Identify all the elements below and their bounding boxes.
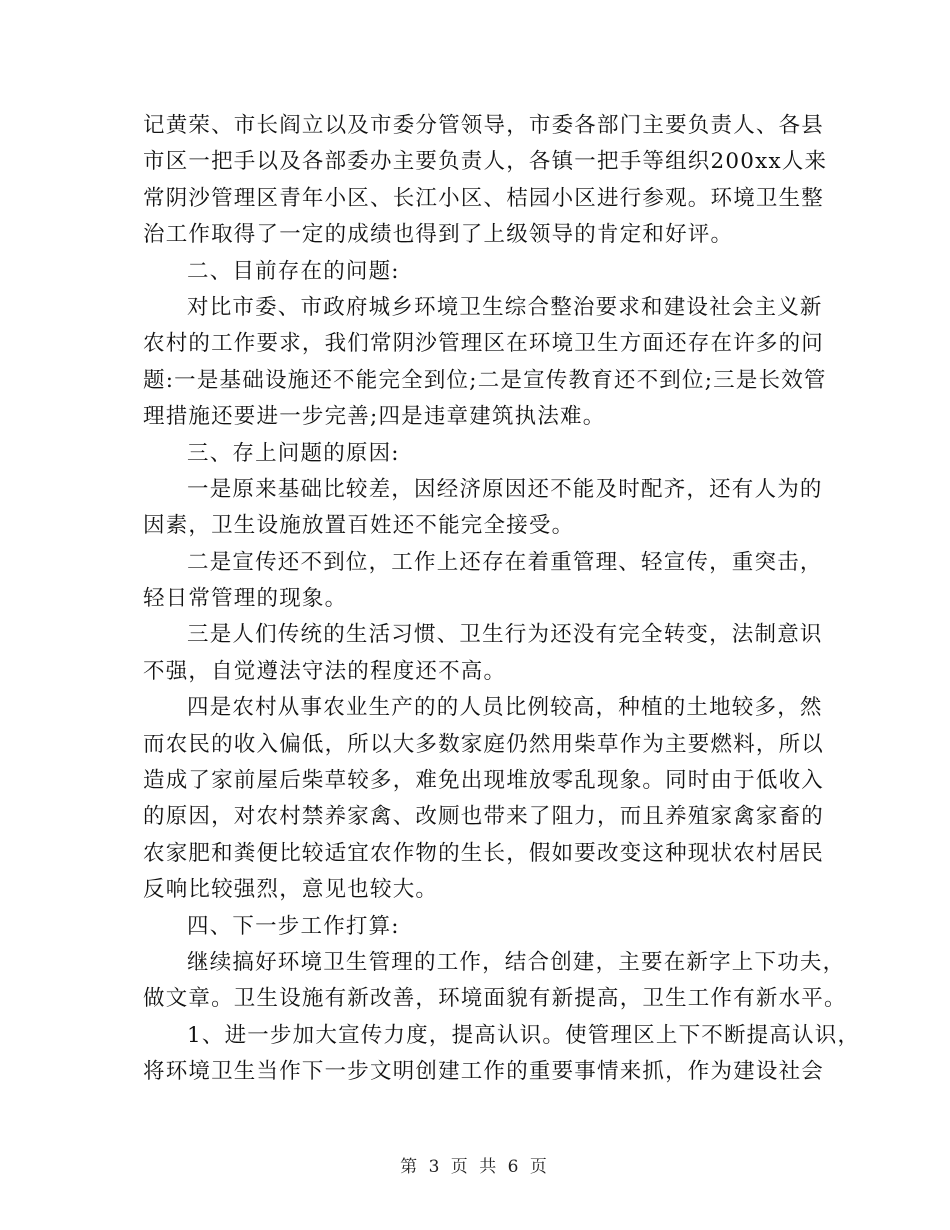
text-line: 因素，卫生设施放置百姓还不能完全接受。 <box>143 513 575 539</box>
text-line: 继续搞好环境卫生管理的工作，结合创建，主要在新字上下功夫， <box>187 949 846 975</box>
text-line: 不强，自觉遵法守法的程度还不高。 <box>143 658 507 684</box>
text-line: 轻日常管理的现象。 <box>143 586 348 612</box>
text-line: 治工作取得了一定的成绩也得到了上级领导的肯定和好评。 <box>143 222 734 248</box>
text-line: 对比市委、市政府城乡环境卫生综合整治要求和建设社会主义新 <box>187 294 823 320</box>
text-line: 二、目前存在的问题: <box>187 258 400 284</box>
page-number-footer: 第 3 页 共 6 页 <box>400 1157 550 1177</box>
text-line: 将环境卫生当作下一步文明创建工作的重要事情来抓，作为建设社会 <box>143 1059 825 1085</box>
text-line: 四是农村从事农业生产的的人员比例较高，种植的土地较多，然 <box>187 695 823 721</box>
body-text <box>143 108 861 1091</box>
text-line: 而农民的收入偏低，所以大多数家庭仍然用柴草作为主要燃料，所以 <box>143 731 825 757</box>
text-line: 理措施还要进一步完善;四是违章建筑执法难。 <box>143 404 606 430</box>
text-line: 三、存上问题的原因: <box>187 440 400 466</box>
text-line: 市区一把手以及各部委办主要负责人，各镇一把手等组织200xx人来 <box>143 149 828 175</box>
text-line: 题:一是基础设施还不能完全到位;二是宣传教育还不到位;三是长效管 <box>143 367 827 393</box>
text-line: 造成了家前屋后柴草较多，难免出现堆放零乱现象。同时由于低收入 <box>143 768 825 794</box>
text-line: 记黄荣、市长阎立以及市委分管领导，市委各部门主要负责人、各县 <box>143 113 825 138</box>
text-line: 做文章。卫生设施有新改善，环境面貌有新提高，卫生工作有新水平。 <box>143 986 847 1012</box>
text-line: 二是宣传还不到位，工作上还存在着重管理、轻宣传，重突击， <box>187 549 823 575</box>
text-line: 农村的工作要求，我们常阴沙管理区在环境卫生方面还存在许多的问 <box>143 331 825 357</box>
text-line: 反响比较强烈，意见也较大。 <box>143 877 439 903</box>
text-line: 农家肥和粪便比较适宜农作物的生长，假如要改变这种现状农村居民 <box>143 840 825 866</box>
text-line: 一是原来基础比较差，因经济原因还不能及时配齐，还有人为的 <box>187 476 823 502</box>
text-line: 的原因，对农村禁养家禽、改厕也带来了阻力，而且养殖家禽家畜的 <box>143 804 825 830</box>
text-line: 常阴沙管理区青年小区、长江小区、桔园小区进行参观。环境卫生整 <box>143 185 825 211</box>
text-line: 四、下一步工作打算: <box>187 913 400 939</box>
text-line: 三是人们传统的生活习惯、卫生行为还没有完全转变，法制意识 <box>187 622 823 648</box>
text-line: 1、进一步加大宣传力度，提高认识。使管理区上下不断提高认识， <box>187 1022 861 1048</box>
